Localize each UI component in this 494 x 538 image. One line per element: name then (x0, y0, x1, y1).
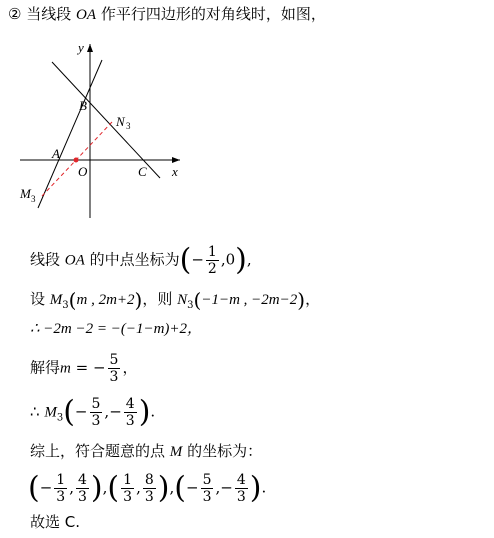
p2-n2: 8 (144, 472, 154, 488)
header-text-b: 作平行四边形的对角线时，如图， (100, 5, 326, 23)
line-equation (30, 318, 202, 339)
point-c-label: C (138, 164, 147, 179)
l5-m: M (44, 404, 57, 421)
p3-comma: , (215, 478, 221, 497)
l8-text: 故选 C. (30, 513, 81, 531)
l5-sub: 3 (56, 412, 64, 424)
point-n3-sub: 3 (126, 121, 131, 131)
p1-frac1 (54, 472, 67, 505)
p2-n1: 1 (123, 472, 133, 488)
p2-frac2 (143, 472, 156, 505)
p3-frac1 (201, 472, 214, 505)
l5-tail: . (150, 402, 156, 421)
l1-var: OA (64, 252, 85, 269)
point-m3-label: M (20, 186, 31, 201)
l5-d2: 3 (125, 413, 135, 429)
l2-m: M (49, 292, 63, 308)
l7-tail: . (261, 478, 267, 497)
l1-den: 2 (207, 261, 217, 277)
l4-tail: ， (122, 358, 138, 377)
l1-num: 1 (207, 244, 217, 260)
line-set-m3 (30, 289, 320, 316)
p1-n1: 1 (56, 472, 66, 488)
p2-comma: , (136, 478, 141, 497)
l2-nargs: −1−m , −2m−2 (201, 292, 298, 308)
p1-comma: , (69, 478, 74, 497)
sep2: , (169, 478, 175, 497)
l5-s1: − (74, 402, 88, 421)
l5-s2: − (109, 402, 122, 421)
l5-frac2 (124, 396, 137, 429)
l2-tail: ， (305, 290, 321, 308)
origin-label: O (78, 164, 88, 179)
midpoint-dot (74, 158, 79, 163)
l1-tail: , (246, 250, 252, 269)
p3-n2: 4 (236, 472, 246, 488)
p2-rparen: ) (157, 470, 170, 506)
p3-d2: 3 (236, 489, 246, 505)
p3-lparen: ( (174, 470, 186, 506)
l5-n1: 5 (91, 396, 101, 412)
p1-d1: 3 (56, 489, 66, 505)
p3-rparen: ) (249, 470, 262, 506)
line-ab (38, 60, 102, 208)
l2-mid: ，则 (142, 290, 173, 308)
p1-lparen: ( (28, 470, 40, 506)
p2-lparen: ( (107, 470, 120, 506)
l4-den: 3 (109, 369, 119, 385)
l5-frac1 (90, 396, 103, 429)
p1-rparen: ) (90, 470, 103, 506)
l5-rparen: ) (138, 394, 151, 430)
p2-d1: 3 (123, 489, 133, 505)
l1-frac (206, 244, 219, 277)
l2-nrparen: ) (297, 288, 306, 312)
line-midpoint (30, 244, 252, 277)
y-label: y (78, 40, 84, 55)
line-m3-result (30, 396, 155, 429)
p1-frac2 (76, 472, 89, 505)
l2-args: m , 2m+2 (76, 292, 135, 308)
l4-m: m (60, 360, 71, 377)
l2-lparen: ( (68, 288, 77, 312)
point-n3-label: N (116, 114, 125, 129)
l4-num: 5 (109, 352, 119, 368)
l2-nlparen: ( (193, 288, 202, 312)
l5-n2: 4 (125, 396, 135, 412)
l6-b: 的坐标为： (187, 442, 263, 460)
l4-frac (108, 352, 121, 385)
l5-comma: , (104, 402, 110, 421)
l6-a: 综上，符合题意的点 (30, 442, 166, 460)
p3-frac2 (235, 472, 248, 505)
point-m3-sub: 3 (31, 194, 36, 204)
p1-n2: 4 (78, 472, 87, 488)
l1-rest: ,0 (220, 250, 236, 269)
l2-sub: 3 (62, 300, 69, 311)
p1-d2: 3 (78, 489, 87, 505)
circle-number: ② (8, 5, 22, 23)
header-var-oa: OA (76, 7, 97, 23)
l1-text: 线段 (30, 250, 61, 269)
x-label: x (172, 164, 178, 179)
p2-frac1 (121, 472, 134, 505)
point-b-label: B (79, 98, 87, 113)
p3-n1: 5 (202, 472, 212, 488)
l5-d1: 3 (91, 413, 101, 429)
l2-n: N (177, 292, 188, 308)
p3-d1: 3 (202, 489, 212, 505)
line-bc (52, 62, 160, 178)
l2-rparen: ) (134, 288, 143, 312)
point-a-label: A (52, 146, 60, 161)
l4-eq: = − (75, 358, 106, 377)
l4-a: 解得 (30, 358, 61, 377)
p3-s2: − (220, 478, 233, 497)
y-axis-arrow (87, 44, 93, 52)
header-text-a: 当线段 (26, 5, 72, 23)
l1-rparen: ) (235, 242, 247, 278)
p1-s1: − (39, 478, 53, 497)
l6-m: M (169, 444, 183, 460)
sep1: , (102, 478, 108, 497)
line-summary (30, 441, 262, 462)
header-line (8, 4, 326, 25)
coordinate-figure (0, 30, 210, 230)
l5-lparen: ( (63, 394, 75, 430)
l2-a: 设 (30, 290, 46, 308)
l1-lparen: ( (179, 242, 192, 278)
l5-therefore: ∴ (30, 402, 40, 421)
l2-nsub: 3 (187, 300, 194, 311)
x-axis-arrow (172, 157, 180, 163)
line-choice (30, 512, 80, 532)
p3-s1: − (185, 478, 199, 497)
l1-text2: 的中点坐标为 (89, 250, 180, 269)
line-solve (30, 352, 137, 385)
p2-d2: 3 (144, 489, 154, 505)
line-answers (28, 472, 266, 505)
l3-text: ∴ −2m −2 = −(−1−m)+2， (30, 321, 203, 337)
l1-sign: − (191, 250, 204, 269)
